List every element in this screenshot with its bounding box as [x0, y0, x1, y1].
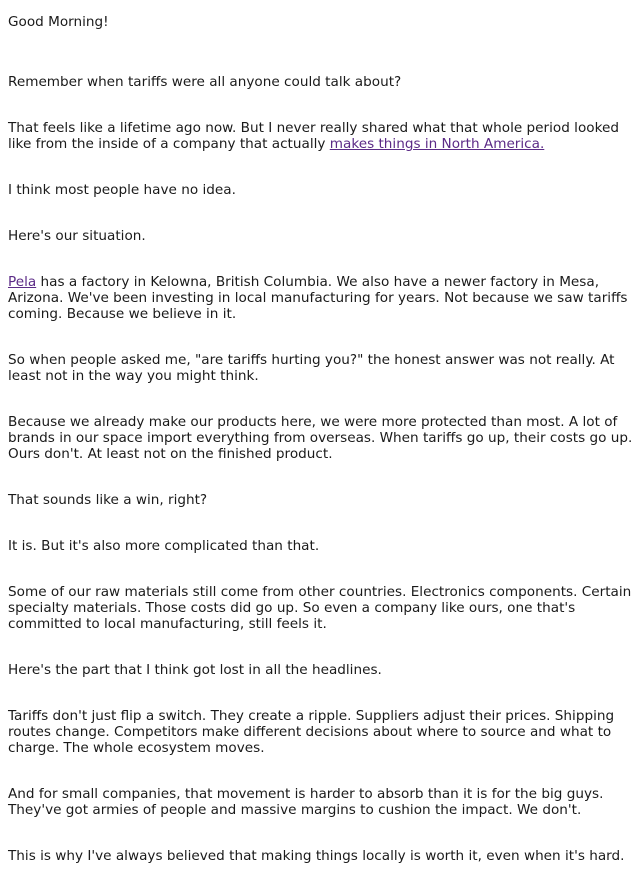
- paragraph-tariffs-talk: Remember when tariffs were all anyone could talk about?: [8, 74, 402, 90]
- email-body: [8, 14, 634, 894]
- paragraph-protected: Because we already make our products here, we were more protected than most. A lot of brands in our space import everything from overseas. When tariffs go up, their costs go up. Ours don't. At least not on the finished product.: [8, 414, 633, 462]
- paragraph-text: has a factory in Kelowna, British Columbia. We also have a newer factory in Mesa, Arizona. We've been investing in local manufacturing for years. Not because we saw tariffs coming. Because we believe in it.: [8, 274, 628, 322]
- paragraph-our-situation: Here's our situation.: [8, 228, 146, 244]
- made-in-north-america-link[interactable]: makes things in North America.: [329, 136, 545, 152]
- paragraph-no-idea: I think most people have no idea.: [8, 182, 236, 198]
- pela-link[interactable]: Pela: [8, 274, 37, 290]
- paragraph-complicated: It is. But it's also more complicated than that.: [8, 538, 320, 554]
- paragraph-hurting-you: So when people asked me, "are tariffs hurting you?" the honest answer was not really. At least not in the way you might think.: [8, 352, 615, 384]
- paragraph-text: That feels like a lifetime ago now. But I never really shared what that whole period looked like from the inside of a company that actually: [8, 120, 619, 152]
- paragraph-ripple: Tariffs don't just flip a switch. They create a ripple. Suppliers adjust their prices. Shipping routes change. Competitors make different decisions about where to source and what to charge. The whole ecosystem moves.: [8, 708, 615, 756]
- paragraph-lifetime-ago: [8, 120, 634, 152]
- greeting: Good Morning!: [8, 14, 109, 30]
- paragraph-headlines: Here's the part that I think got lost in all the headlines.: [8, 662, 382, 678]
- paragraph-small-companies: And for small companies, that movement is harder to absorb than it is for the big guys. They've got armies of people and massive margins to cushion the impact. We don't.: [8, 786, 604, 818]
- paragraph-raw-materials: Some of our raw materials still come from other countries. Electronics components. Certain specialty materials. Those costs did go up. So even a company like ours, one that's committed to local manufacturing, still feels it.: [8, 584, 632, 632]
- paragraph-win: That sounds like a win, right?: [8, 492, 208, 508]
- paragraph-factories: [8, 274, 634, 322]
- paragraph-local-worth-it: This is why I've always believed that making things locally is worth it, even when it's hard.: [8, 848, 625, 864]
